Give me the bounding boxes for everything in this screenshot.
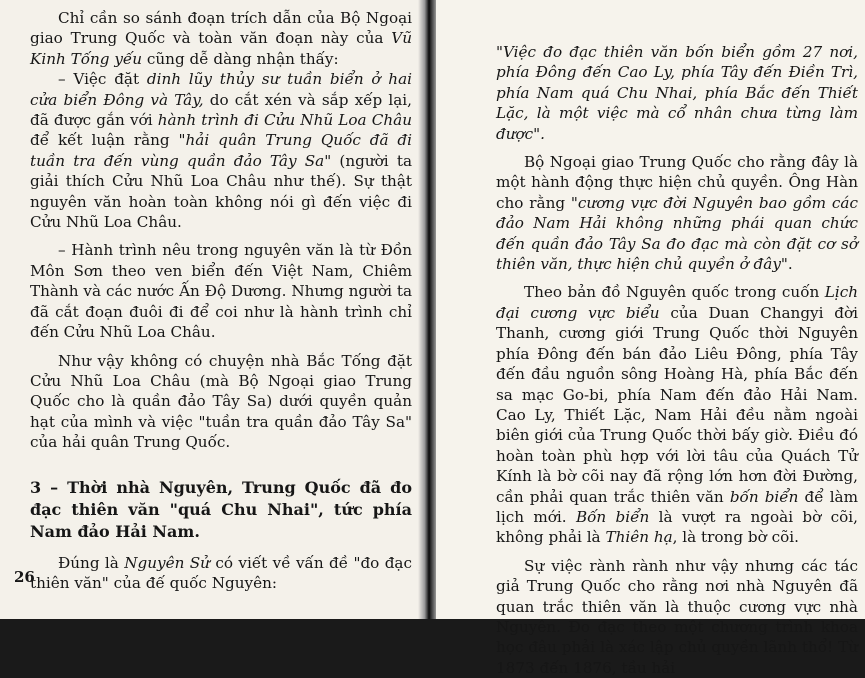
left-text-column [30, 8, 412, 593]
italic-text-run: "Việc đo đạc thiên văn bốn biển gồm 27 nơi, phía Đông đến Cao Ly, phía Tây đến Điền Trì, phía Nam quá Chu Nhai, phía Bắc đến Thiết Lặc, là một việc mà cổ nhân chưa từng làm được". [496, 43, 858, 143]
right-paragraph-2 [496, 282, 858, 547]
text-run: Chỉ cần so sánh đoạn trích dẫn của Bộ Ngoại giao Trung Quốc và toàn văn đoạn này của [30, 9, 412, 48]
italic-text-run: Vũ Kinh Tống yếu [30, 29, 412, 68]
text-run: ". [780, 255, 793, 274]
italic-text-run: Nguyên Sử [124, 553, 210, 572]
text-run: Theo bản đồ Nguyên quốc trong cuốn [524, 283, 825, 302]
text-run: Sự việc rành rành như vậy nhưng các tác giả Trung Quốc cho rằng nơi nhà Nguyên đã quan trắc thiên văn là thuộc cương vực nhà Nguyên. Đo đạc theo một chương trình khoa học đâu phải là xác lập chủ quyền lãnh thổ! Từ 1873 đến 1876, tầu hải [496, 556, 858, 677]
text-run: Bộ Ngoại giao Trung Quốc cho rằng đây là một hành động thực hiện chủ quyền. Ông Hàn cho rằng " [496, 153, 858, 212]
italic-text-run: Lịch đại cương vực biểu [496, 283, 858, 322]
italic-text-run: hải quân Trung Quốc đã đi tuần tra đến vùng quần đảo Tây Sa [30, 131, 412, 170]
text-run: Đúng là [58, 553, 125, 572]
right-quote [496, 42, 858, 144]
left-page [0, 0, 424, 619]
text-run: " (người ta giải thích Cửu Nhũ Loa Châu như thế). Sự thật nguyên văn hoàn toàn không nói gì đến việc đi Cửu Nhũ Loa Châu. [30, 151, 412, 232]
right-text-column [496, 42, 858, 678]
text-run: – Hành trình nêu trong nguyên văn là từ Đồn Môn Sơn theo ven biển đến Việt Nam, Chiêm Thành và các nước Ấn Độ Dương. Nhưng người ta đã cắt đoạn đuôi đi để coi như là hành trình chỉ đến Cửu Nhũ Loa Châu. [30, 241, 412, 342]
page-number: 26 [14, 568, 35, 586]
text-run: – Việc đặt [58, 70, 147, 89]
italic-text-run: Bốn biển [575, 507, 650, 526]
text-run: , là trong bờ cõi. [672, 528, 799, 547]
text-run: có viết về vấn đề "đo đạc thiên văn" của đế quốc Nguyên: [30, 553, 412, 592]
text-run: là vượt ra ngoài bờ cõi, không phải là [496, 507, 858, 547]
left-paragraph-4 [30, 351, 412, 453]
text-run: cũng dễ dàng nhận thấy: [142, 49, 339, 68]
text-run: của Duan Changyi đời Thanh, cương giới Trung Quốc thời Nguyên phía Đông đến bán đảo Liêu Đông, phía Tây đến đầu nguồn sông Hoàng Hà, phía Bắc đến sa mạc Go-bi, phía Nam đến đảo Hải Nam. Cao Ly, Thiết Lặc, Nam Hải đều nằm ngoài biên giới của Trung Quốc thời bấy giờ. Điều đó hoàn toàn phù hợp với lời tâu của Quách Tử Kính là bờ cõi nay đã rộng lớn hơn đời Đường, cần phải quan trắc thiên văn [496, 303, 858, 506]
section-heading: 3 – Thời nhà Nguyên, Trung Quốc đã đo đạc thiên văn "quá Chu Nhai", tức phía Nam đảo Hải Nam. [30, 477, 412, 541]
left-paragraph-1 [30, 8, 412, 69]
right-paragraph-1 [496, 152, 858, 274]
italic-text-run: bốn biển [729, 487, 799, 506]
left-paragraph-5 [30, 553, 412, 594]
right-paragraph-3 [496, 556, 858, 678]
italic-text-run: cương vực đời Nguyên bao gồm các đảo Nam Hải không những phái quan chức đến quần đảo Tây Sa đo đạc mà còn đặt cơ sở thiên văn, thực hiện chủ quyền ở đây [496, 193, 858, 274]
italic-text-run: Thiên hạ [605, 528, 673, 547]
text-run: để làm lịch mới. [496, 487, 859, 526]
text-run: do cắt xén và sắp xếp lại, đã được gắn với [30, 90, 412, 130]
left-paragraph-2 [30, 69, 412, 232]
italic-text-run: dinh lũy thủy sư tuần biển ở hai cửa biển Đông và Tây, [30, 70, 412, 109]
text-run: Như vậy không có chuyện nhà Bắc Tống đặt Cửu Nhũ Loa Châu (mà Bộ Ngoại giao Trung Quốc cho là quần đảo Tây Sa) dưới quyền quản hạt của mình và việc "tuần tra quần đảo Tây Sa" của hải quân Trung Quốc. [30, 351, 412, 452]
left-paragraph-3 [30, 240, 412, 342]
right-page [436, 0, 865, 677]
text-run: để kết luận rằng " [30, 131, 186, 150]
italic-text-run: hành trình đi Cửu Nhũ Loa Châu [157, 111, 412, 130]
